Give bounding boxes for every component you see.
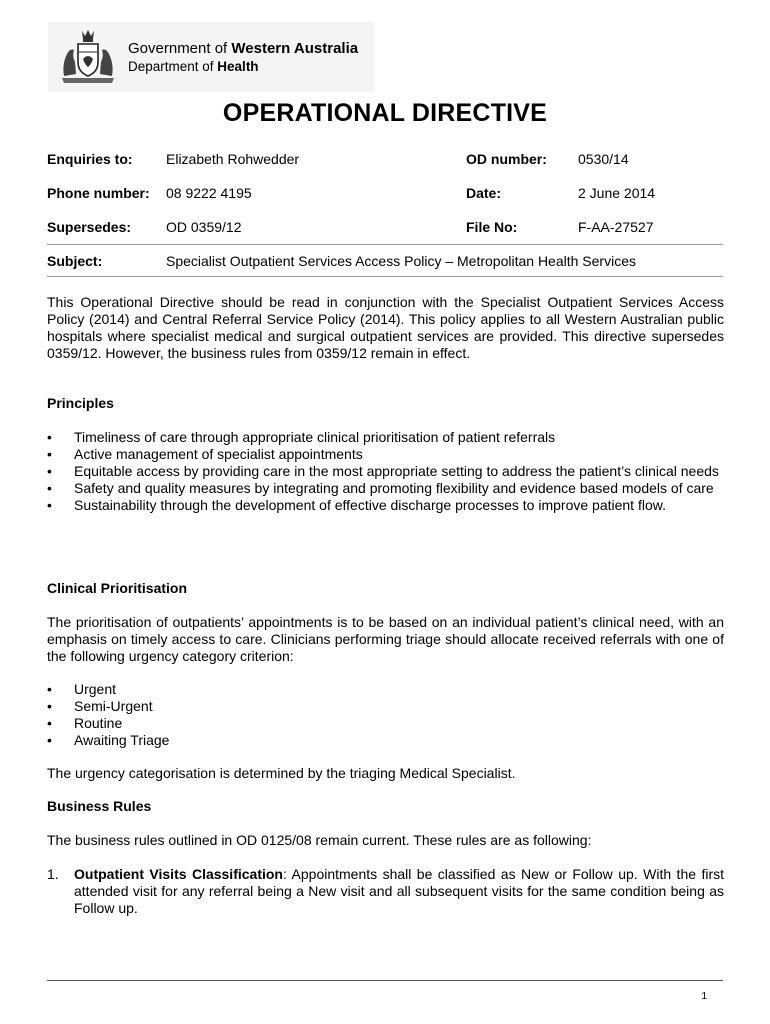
bullet-icon: • <box>47 446 52 462</box>
list-item: • Active management of specialist appointments <box>47 446 363 462</box>
list-item: • Semi-Urgent <box>47 698 153 714</box>
list-item: • Equitable access by providing care in the most appropriate setting to address the patient’s clinical needs <box>47 463 719 479</box>
phone-value: 08 9222 4195 <box>166 185 252 201</box>
principles-list <box>47 429 724 514</box>
business-rules-heading: Business Rules <box>47 798 152 814</box>
od-number-label: OD number: <box>466 151 547 167</box>
page-number: 1 <box>701 991 707 1002</box>
supersedes-value: OD 0359/12 <box>166 219 242 235</box>
enquiries-value: Elizabeth Rohwedder <box>166 151 300 167</box>
date-label: Date: <box>466 185 502 201</box>
list-item: • Urgent <box>47 681 117 697</box>
subject-bottom-divider <box>47 276 723 277</box>
list-item: • Routine <box>47 715 123 731</box>
list-item: • Safety and quality measures by integrating and promoting flexibility and evidence based models of care <box>47 480 714 496</box>
clinical-paragraph: The prioritisation of outpatients’ appointments is to be based on an individual patient’s clinical need, with an emphasis on timely access to care. Clinicians performing triage should allocate received referrals with one of the following urgency category criterion: <box>47 614 724 664</box>
supersedes-label: Supersedes: <box>47 219 132 235</box>
department-logo <box>48 22 374 92</box>
bullet-icon: • <box>47 497 52 513</box>
urgency-closing: The urgency categorisation is determined by the triaging Medical Specialist. <box>47 765 516 781</box>
bullet-icon: • <box>47 732 52 748</box>
subject-label: Subject: <box>47 253 103 269</box>
rule-text: : Appointments shall be classified as New or Follow up. With the first attended visit for any referral being a New visit and all subsequent visits for the same condition being as Follow up. <box>74 866 724 916</box>
principles-heading: Principles <box>47 395 114 411</box>
bullet-icon: • <box>47 463 52 479</box>
file-no-label: File No: <box>466 219 518 235</box>
list-item: • Awaiting Triage <box>47 732 170 748</box>
org-name-line2: Department of Health <box>128 59 259 74</box>
intro-paragraph: This Operational Directive should be read in conjunction with the Specialist Outpatient Services Access Policy (2014) and Central Referral Service Policy (2014). This policy applies to all Western Australian public hospitals where specialist medical and surgical outpatient services are provided. This directive supersedes 0359/12. However, the business rules from 0359/12 remain in effect. <box>47 294 724 361</box>
bullet-icon: • <box>47 698 52 714</box>
footer-divider <box>47 980 723 981</box>
od-number-value: 0530/14 <box>578 151 629 167</box>
business-rules-paragraph: The business rules outlined in OD 0125/08 remain current. These rules are as following: <box>47 832 592 848</box>
rule-title: Outpatient Visits Classification <box>74 866 283 882</box>
bullet-icon: • <box>47 480 52 496</box>
page-title: OPERATIONAL DIRECTIVE <box>222 99 548 127</box>
enquiries-label: Enquiries to: <box>47 151 133 167</box>
subject-top-divider <box>47 244 723 245</box>
org-name-line1: Government of Western Australia <box>128 40 359 57</box>
phone-label: Phone number: <box>47 185 150 201</box>
date-value: 2 June 2014 <box>578 185 656 201</box>
coat-of-arms-icon <box>58 28 118 86</box>
urgency-list <box>47 681 724 749</box>
rule-number: 1. <box>47 866 59 882</box>
list-item: • Sustainability through the development of effective discharge processes to improve patient flow. <box>47 497 666 513</box>
bullet-icon: • <box>47 681 52 697</box>
file-no-value: F-AA-27527 <box>578 219 654 235</box>
business-rule-1 <box>47 866 724 917</box>
clinical-prioritisation-heading: Clinical Prioritisation <box>47 580 188 596</box>
bullet-icon: • <box>47 429 52 445</box>
subject-value: Specialist Outpatient Services Access Policy – Metropolitan Health Services <box>166 253 636 269</box>
bullet-icon: • <box>47 715 52 731</box>
list-item: • Timeliness of care through appropriate clinical prioritisation of patient referrals <box>47 429 556 445</box>
